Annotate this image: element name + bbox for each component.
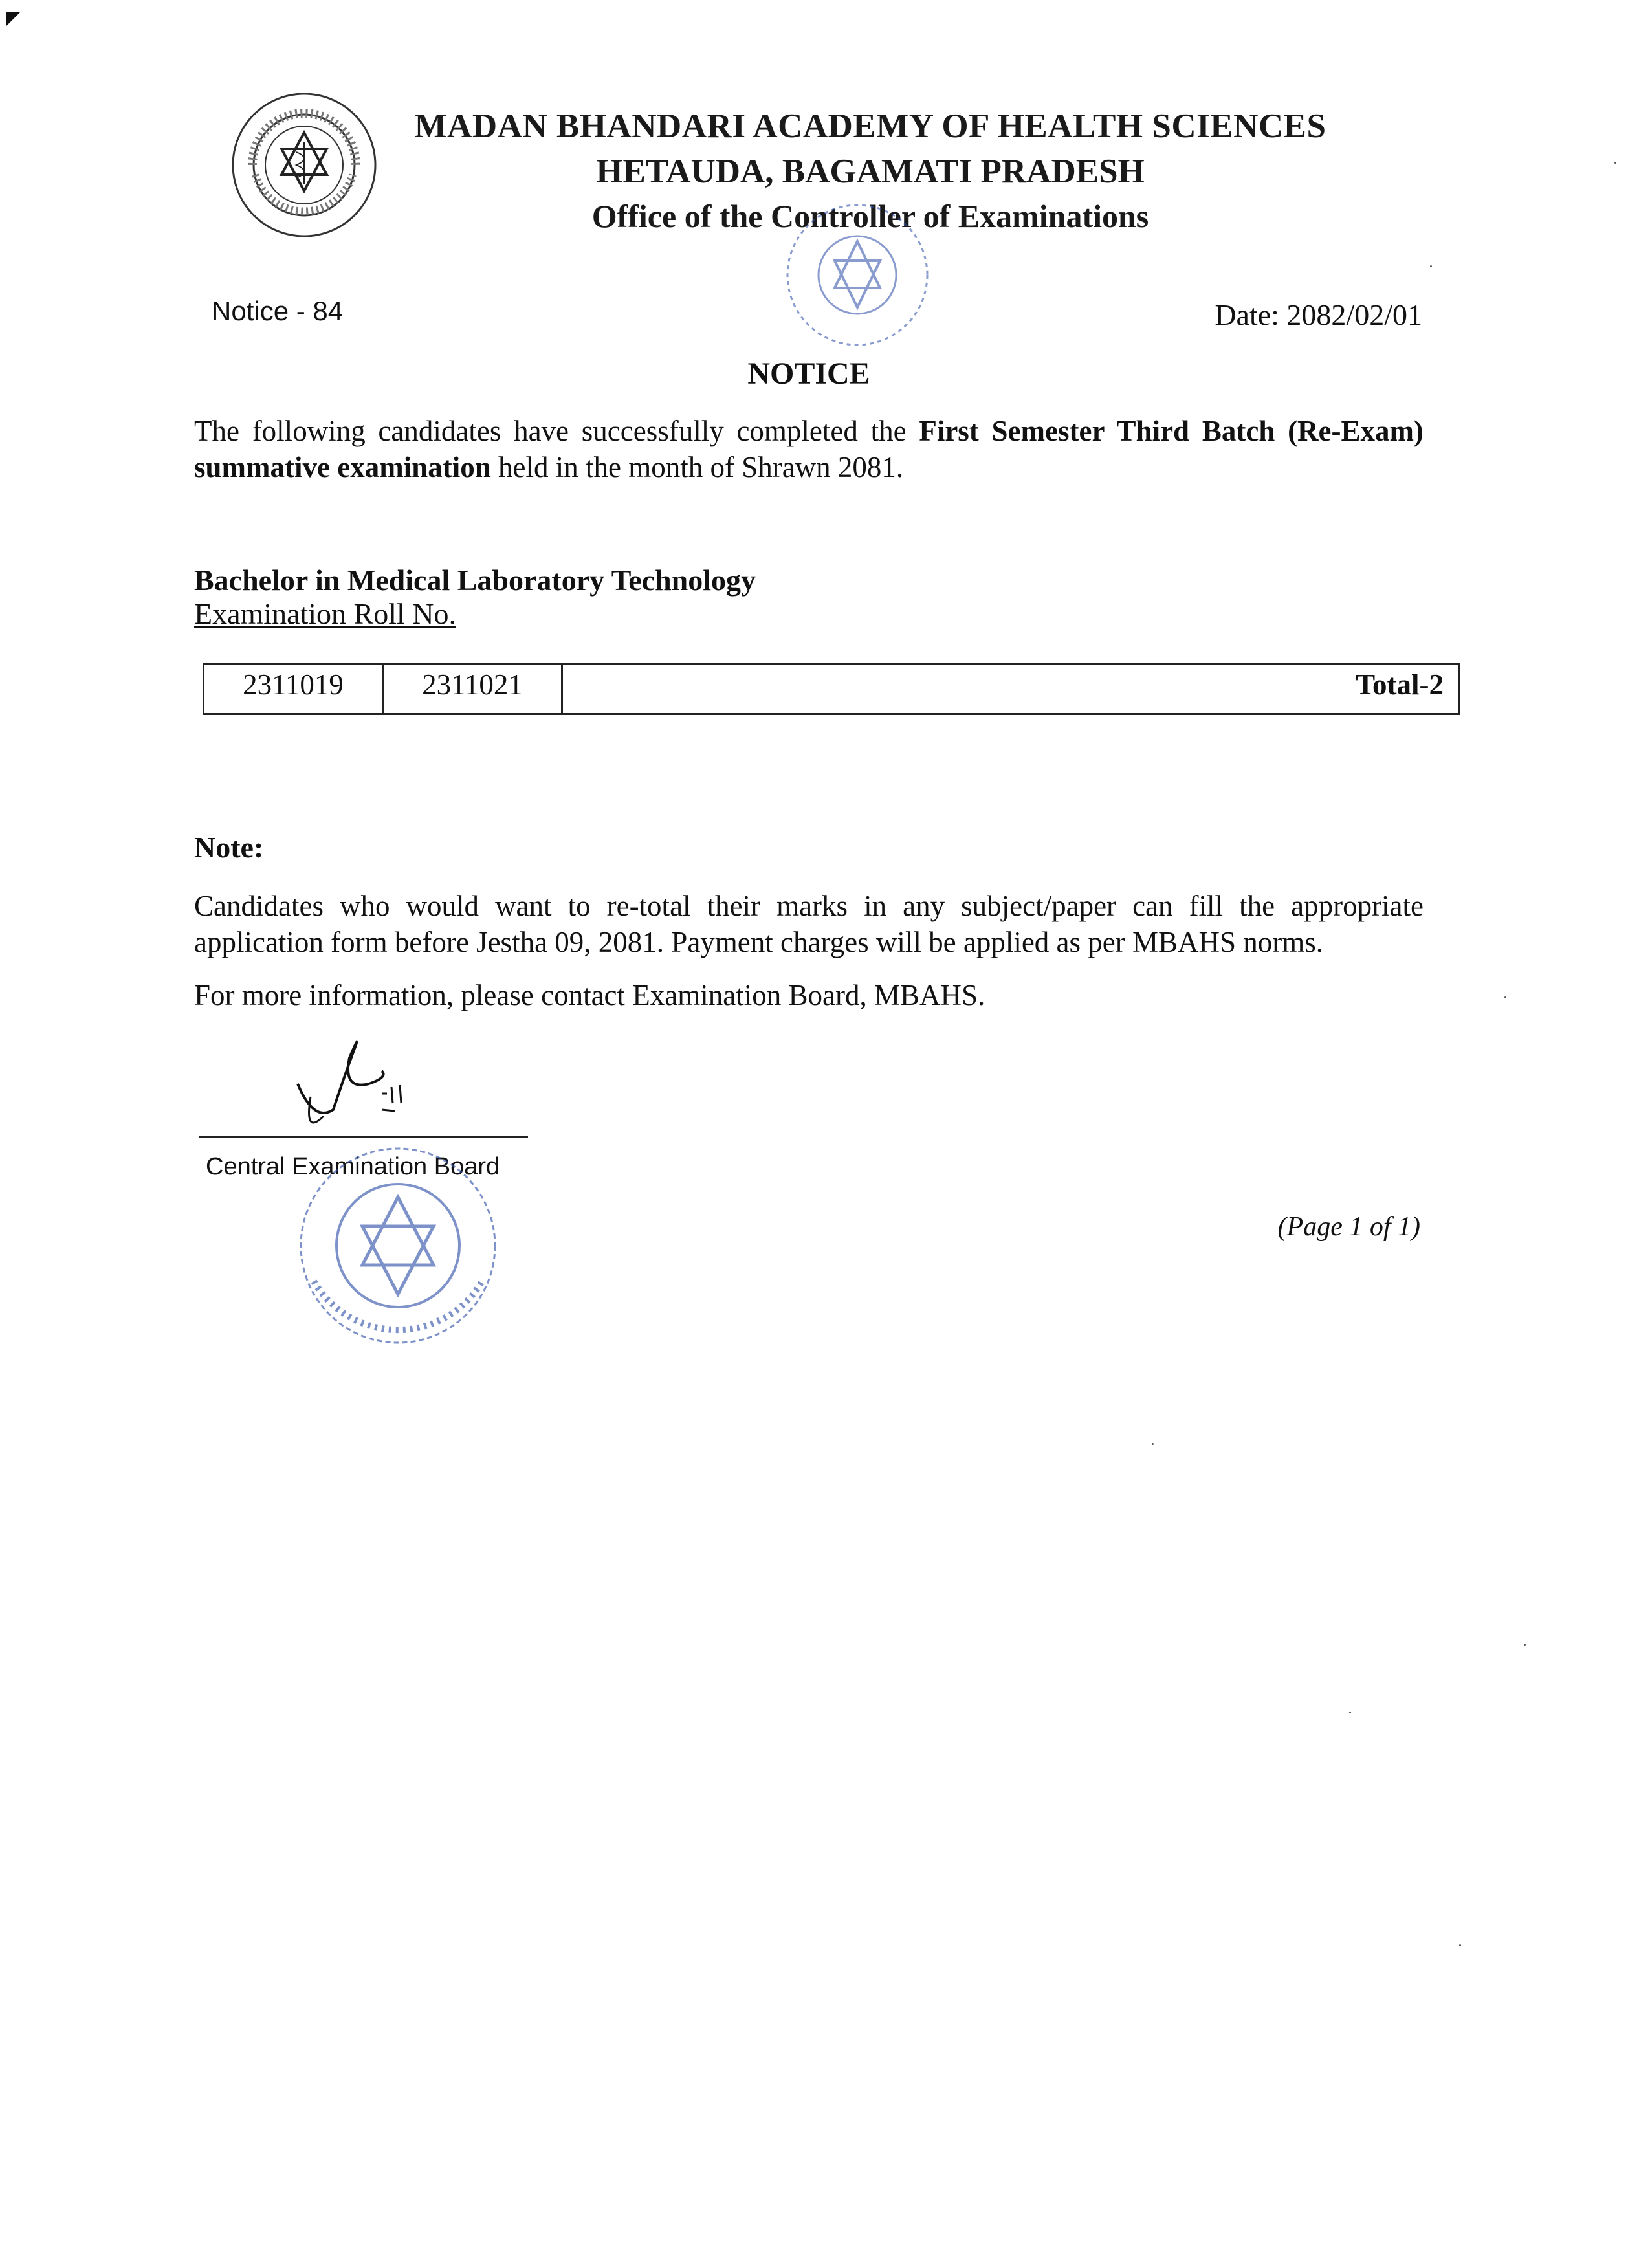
intro-paragraph: The following candidates have successfully completed the First Semester Third Batch (Re-Exam) summative examination held in the month of Shrawn 2081. (194, 415, 1424, 483)
scan-speck (1349, 1712, 1351, 1713)
note-heading: Note: (194, 831, 264, 864)
notice-title: NOTICE (747, 357, 870, 391)
institution-location: HETAUDA, BAGAMATI PRADESH (596, 153, 1145, 190)
contact-note: For more information, please contact Examination Board, MBAHS. (194, 979, 985, 1011)
scan-speck (1430, 265, 1432, 267)
roll-total: Total-2 (1356, 668, 1444, 701)
notice-number: Notice - 84 (212, 296, 344, 326)
signature-line (199, 1136, 528, 1138)
notice-date: Date: 2082/02/01 (1215, 298, 1422, 331)
roll-heading: Examination Roll No. (194, 597, 457, 630)
scan-speck (1524, 1644, 1526, 1646)
roll-table (203, 663, 1460, 715)
institution-name: MADAN BHANDARI ACADEMY OF HEALTH SCIENCES (414, 107, 1326, 145)
signatory-label: Central Examination Board (206, 1153, 500, 1180)
scan-speck (1504, 996, 1506, 998)
board-stamp-icon (288, 1139, 508, 1352)
office-stamp-icon (751, 197, 964, 353)
roll-number: 2311019 (204, 665, 384, 713)
office-name: Office of the Controller of Examinations (591, 198, 1149, 234)
page-indicator: (Page 1 of 1) (1277, 1212, 1420, 1242)
retotal-note: Candidates who would want to re-total their marks in any subject/paper can fill the appropriate application form before Jestha 09, 2081. Payment charges will be applied as per MBAHS norms. (194, 890, 1424, 958)
scan-speck (1459, 1944, 1461, 1946)
scan-speck (1152, 1443, 1154, 1445)
program-name: Bachelor in Medical Laboratory Technology (194, 564, 756, 597)
scan-speck (1614, 162, 1616, 164)
scan-corner-mark (6, 12, 21, 26)
signature-icon (285, 1032, 440, 1136)
roll-number: 2311021 (384, 665, 563, 713)
